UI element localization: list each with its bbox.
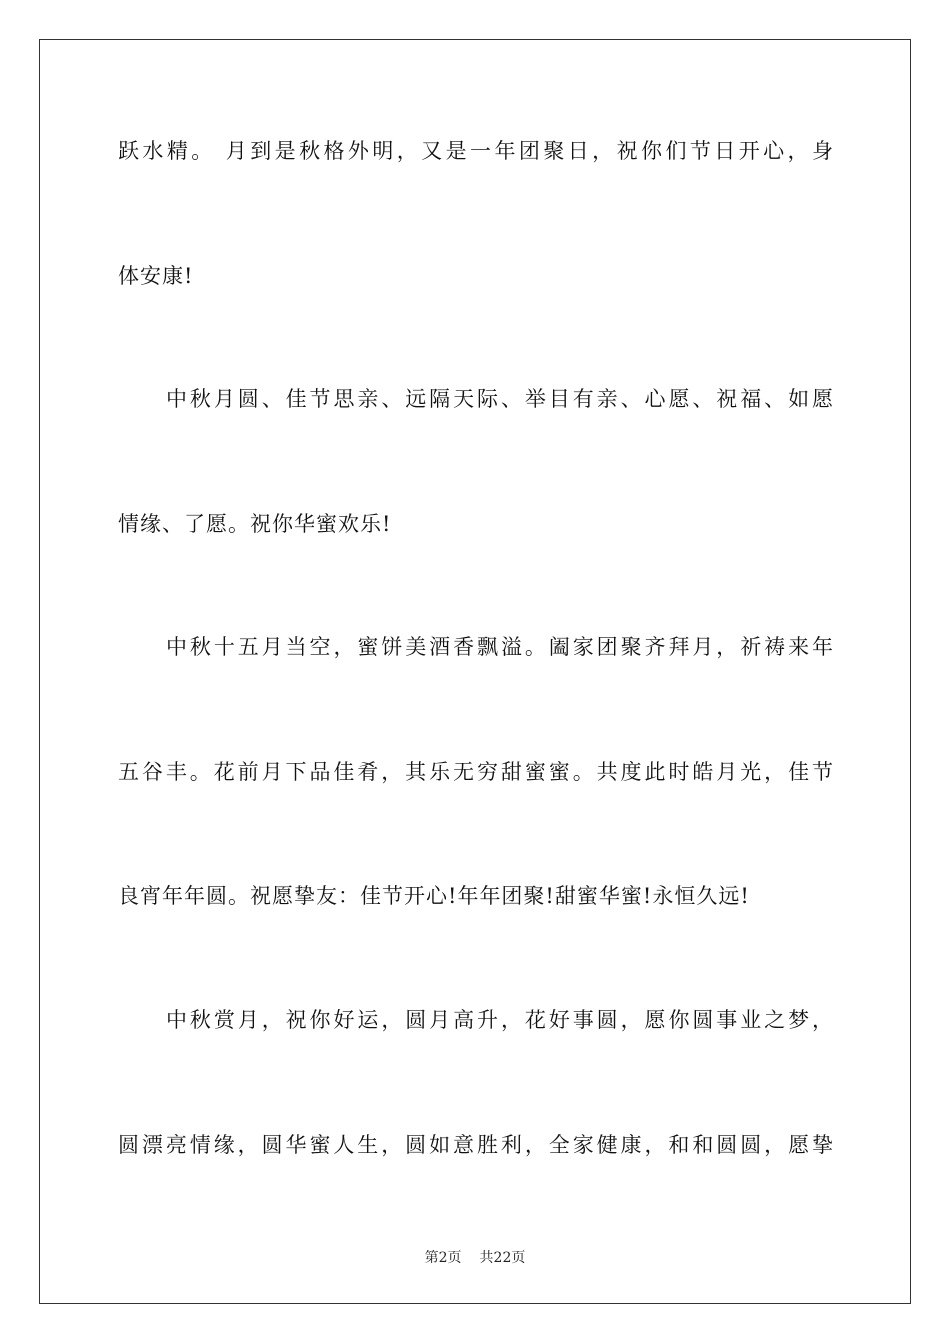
text-line-1: 跃水精。 月到是秋格外明，又是一年团聚日，祝你们节日开心，身 xyxy=(118,139,834,163)
page-total: 共22页 xyxy=(479,1250,526,1266)
text-line-8: 中秋赏月，祝你好运，圆月高升，花好事圆，愿你圆事业之梦， xyxy=(166,1008,834,1032)
text-line-4: 情缘、了愿。祝你华蜜欢乐! xyxy=(118,512,392,536)
text-line-7: 良宵年年圆。祝愿挚友：佳节开心!年年团聚!甜蜜华蜜!永恒久远! xyxy=(118,884,750,908)
page-footer xyxy=(0,1248,950,1268)
page-number: 第2页 xyxy=(424,1250,462,1266)
text-line-5: 中秋十五月当空，蜜饼美酒香飘溢。阖家团聚齐拜月，祈祷来年 xyxy=(166,635,834,659)
text-line-9: 圆漂亮情缘，圆华蜜人生，圆如意胜利，全家健康，和和圆圆，愿挚 xyxy=(118,1133,834,1157)
text-line-6: 五谷丰。花前月下品佳肴，其乐无穷甜蜜蜜。共度此时皓月光，佳节 xyxy=(118,760,834,784)
text-line-3: 中秋月圆、佳节思亲、远隔天际、举目有亲、心愿、祝福、如愿 xyxy=(166,387,834,411)
page-border xyxy=(39,39,911,1304)
text-line-2: 体安康! xyxy=(118,264,194,288)
